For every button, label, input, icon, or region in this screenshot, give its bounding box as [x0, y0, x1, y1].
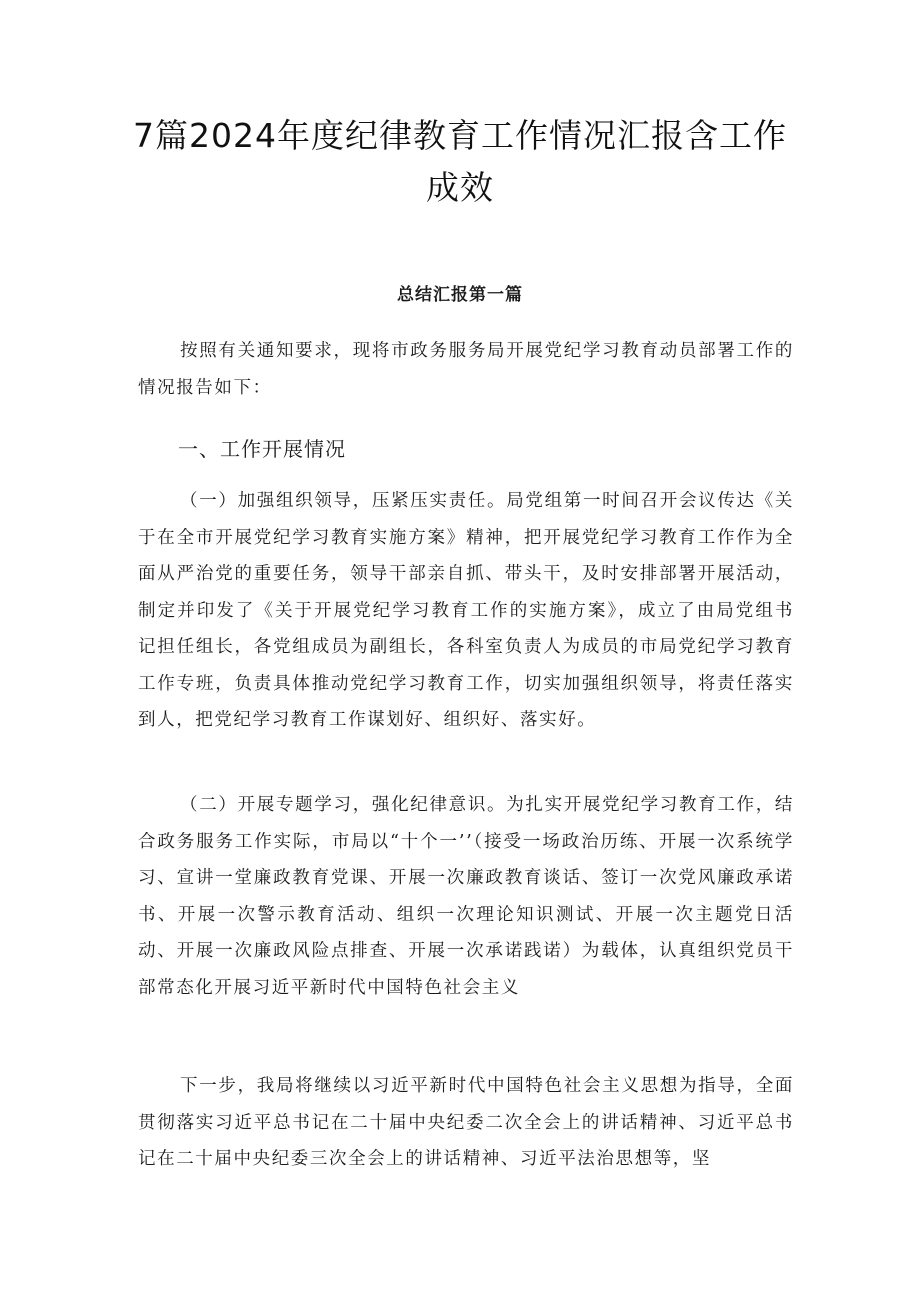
heading-work-status: 一、工作开展情况 — [178, 437, 346, 461]
document-title: 7篇2024年度纪律教育工作情况汇报含工作成效 — [133, 116, 787, 207]
intro-paragraph: 按照有关通知要求，现将市政务服务局开展党纪学习教育动员部署工作的情况报告如下： — [138, 341, 794, 398]
section-title: 总结汇报第一篇 — [397, 285, 523, 305]
paragraph-organization-leadership: （一）加强组织领导，压紧压实责任。局党组第一时间召开会议传达《关于在全市开展党纪学习教育实施方案》精神，把开展党纪学习教育工作作为全面从严治党的重要任务，领导干部亲自抓、带头干，及时安排部署开展活动，制定并印发了《关于开展党纪学习教育工作的实施方案》，成立了由局党组书记担任组长，各党组成员为副组长，各科室负责人为成员的市局党纪学习教育工作专班，负责具体推动党纪学习教育工作，切实加强组织领导，将责任落实到人，把党纪学习教育工作谋划好、组织好、落实好。 — [138, 491, 794, 730]
paragraph-next-step: 下一步，我局将继续以习近平新时代中国特色社会主义思想为指导，全面贯彻落实习近平总书记在二十届中央纪委二次全会上的讲话精神、习近平总书记在二十届中央纪委三次全会上的讲话精神、习近平法治思想等，坚 — [138, 1076, 794, 1169]
paragraph-special-study: （二）开展专题学习，强化纪律意识。为扎实开展党纪学习教育工作，结合政务服务工作实际，市局以“十个一’’（接受一场政治历练、开展一次系统学习、宣讲一堂廉政教育党课、开展一次廉政教育谈话、签订一次党风廉政承诺书、开展一次警示教育活动、组织一次理论知识测试、开展一次主题党日活动、开展一次廉政风险点排查、开展一次承诺践诺）为载体，认真组织党员干部常态化开展习近平新时代中国特色社会主义 — [138, 795, 794, 998]
